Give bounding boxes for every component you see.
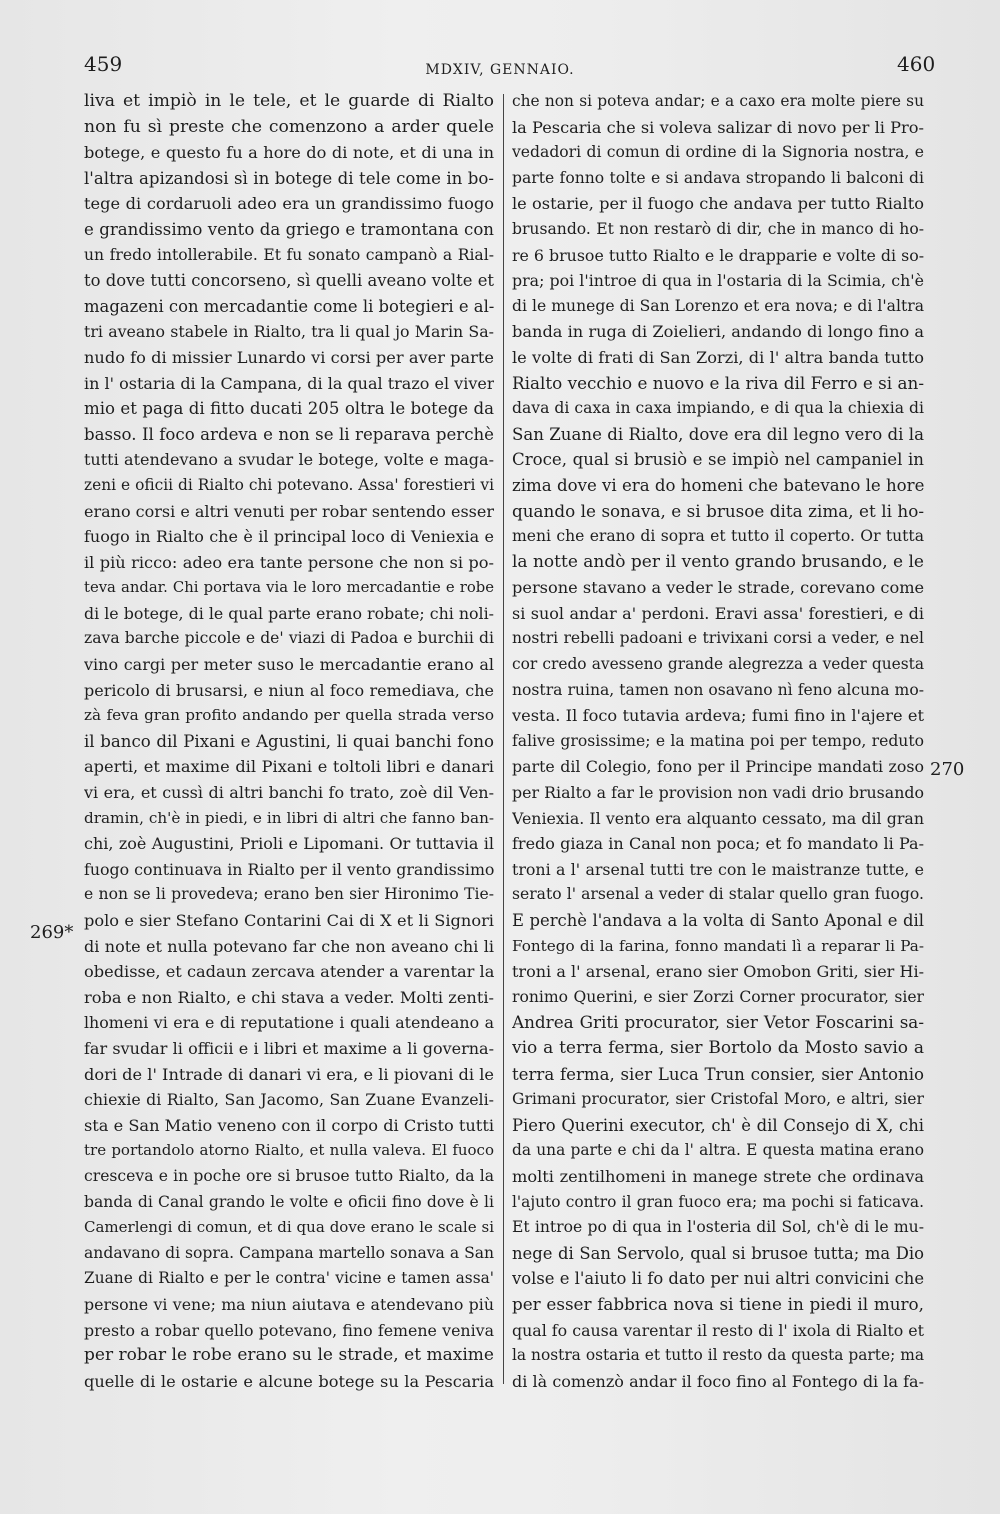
left-column [84,89,494,1394]
text-line: erano corsi e altri venuti per robar sentendo esser [84,501,494,521]
text-line: le ostarie, per il fuogo che andava per tutto Rialto [512,194,924,214]
text-line: terra ferma, sier Luca Trun consier, sier Antonio [512,1064,924,1084]
text-line: Grimani procurator, sier Cristofal Moro, e altri, sier [512,1090,924,1109]
text-line: per Rialto a far le provision non vadi drio brusando [512,783,924,803]
text-line: re 6 brusoe tutto Rialto e le drapparie e volte di so- [512,245,924,265]
running-title: MDXIV, GENNAIO. [425,62,575,78]
text-line: E perchè l'andava a la volta di Santo Aponal e dil [512,911,924,930]
text-line: roba e non Rialto, e chi stava a veder. Molti zenti- [84,987,494,1007]
text-line: ronimo Querini, e sier Zorzi Corner procurator, sier [512,987,924,1006]
text-line: molti zentilhomeni in manege strete che ordinava [512,1166,924,1186]
text-line: la nostra ostaria et tutto il resto da questa parte; ma [512,1346,924,1365]
text-line: Andrea Griti procurator, sier Vetor Foscarini sa- [512,1012,924,1033]
text-line: banda in ruga di Zoielieri, andando di longo fino a [512,322,924,342]
text-line: Croce, qual si brusiò e se impiò nel campaniel in [512,450,924,470]
text-line: Camerlengi di comun, et di qua dove erano le scale si [84,1218,494,1237]
text-line: presto a robar quello potevano, fino femene veniva [84,1320,494,1340]
text-line: le volte di frati di San Zorzi, di l' altra banda tutto [512,347,924,367]
text-line: Piero Querini executor, ch' è dil Consejo di X, chi [512,1115,924,1135]
text-line: zima dove vi era do homeni che batevano le hore [512,475,924,495]
text-line: quelle di le ostarie e alcune botege su la Pescaria [84,1371,494,1391]
text-line: troni a l' arsenal tutti tre con le maistranze tutte, e [512,859,924,879]
text-line: banda di Canal grando le volte e oficii fino dove è li [84,1192,494,1211]
text-line: vio a terra ferma, sier Bortolo da Mosto savio a [512,1037,924,1058]
text-line: un fredo intollerabile. Et fu sonato campanò a Rial- [84,245,494,264]
text-line: nostra ruina, tamen non osavano nì feno alcuna mo- [512,680,924,699]
text-line: persone stavano a veder le strade, corevano come [512,578,924,598]
column-divider [503,94,504,1384]
text-line: vesta. Il foco tutavia ardeva; fumi fino in l'ajere et [512,706,924,726]
text-line: la notte andò per il vento grando brusando, e le [512,551,924,572]
text-line: basso. Il foco ardeva e non se li reparava perchè [84,424,494,444]
text-line: cor credo avesseno grande alegrezza a veder questa [512,655,924,674]
text-line: chiexie di Rialto, San Jacomo, San Zuane Evanzeli- [84,1090,494,1110]
text-line: fuogo continuava in Rialto per il vento grandissimo [84,859,494,879]
text-line: parte dil Colegio, fono per il Principe mandati zoso [512,757,924,777]
text-line: che non si poteva andar; e a caxo era molte piere su [512,92,924,110]
text-line: cresceva e in poche ore si brusoe tutto Rialto, da la [84,1166,494,1185]
text-line: non fu sì preste che comenzono a arder quele [84,116,494,137]
text-line: Zuane di Rialto e per le contra' vicine e tamen assa' [84,1269,494,1288]
text-line: di note et nulla potevano far che non aveano chi li [84,936,494,956]
text-line: tri aveano stabele in Rialto, tra li qual jo Marin Sa- [84,322,494,342]
text-line: il più ricco: adeo era tante persone che non si po- [84,552,494,572]
text-line: vedadori di comun di ordine di la Signoria nostra, e [512,143,924,162]
text-line: vi era, et cussì di altri banchi fo trato, zoè dil Ven- [84,783,494,803]
margin-note-right: 270 [930,759,965,780]
text-line: di le munege di San Lorenzo et era nova; e di l'altra [512,296,924,315]
text-line: dava di caxa in caxa impiando, e di qua la chiexia di [512,399,924,418]
text-line: dramin, ch'è in piedi, e in libri di altri che fanno ban- [84,808,494,827]
text-line: tege di cordaruoli adeo era un grandissimo fuogo [84,194,494,214]
text-line: botege, e questo fu a hore do di note, et di una in [84,143,494,163]
text-line: qual fo causa varentar il resto di l' ixola di Rialto et [512,1320,924,1340]
text-line: quando le sonava, e si brusoe dita zima, et li ho- [512,500,924,521]
text-line: l'altra apizandosi sì in botege di tele come in bo- [84,168,494,188]
text-line: tre portandolo atorno Rialto, et nulla valeva. El fuoco [84,1141,494,1160]
text-line: vino cargi per meter suso le mercadantie erano al [84,655,494,675]
text-line: per robar le robe erano su le strade, et maxime [84,1345,494,1366]
text-line: mio et paga di fitto ducati 205 oltra le botege da [84,399,494,419]
text-line: nudo fo di missier Lunardo vi corsi per aver parte [84,347,494,367]
text-line: teva andar. Chi portava via le loro mercadantie e robe [84,579,494,597]
text-line: obedisse, et cadaun zercava atender a varentar la [84,962,494,982]
text-line: andavano di sopra. Campana martello sonava a San [84,1243,494,1262]
text-line: Rialto vecchio e nuovo e la riva dil Ferro e si an- [512,372,924,393]
text-line: sta e San Matio veneno con il corpo di Cristo tutti [84,1115,494,1135]
text-line: l'ajuto contro il gran fuoco era; ma pochi si faticava. [512,1192,924,1211]
text-line: brusando. Et non restarò di dir, che in manco di ho- [512,219,924,238]
text-line: fredo giaza in Canal non poca; et fo mandato li Pa- [512,834,924,854]
text-line: chi, zoè Augustini, Prioli e Lipomani. Or tuttavia il [84,834,494,854]
text-line: per esser fabbrica nova si tiene in piedi il muro, [512,1293,924,1314]
page-number-left: 459 [84,52,123,76]
text-line: dori de l' Intrade di danari vi era, e li piovani di le [84,1064,494,1084]
text-line: liva et impiò in le tele, et le guarde di Rialto [84,91,494,111]
text-line: Fontego di la farina, fonno mandati lì a reparar li Pa- [512,936,924,955]
text-line: meni che erano di sopra et tutto il coperto. Or tutta [512,527,924,546]
page-number-right: 460 [897,52,936,76]
text-line: da una parte e chi da l' altra. E questa matina erano [512,1141,924,1160]
text-line: pericolo di brusarsi, e niun al foco remediava, che [84,680,494,700]
right-column [512,89,924,1394]
text-line: e non se li provedeva; erano ben sier Hironimo Tie- [84,885,494,904]
text-line: zeni e oficii di Rialto chi potevano. Assa' forestieri vi [84,475,494,494]
text-line: San Zuane di Rialto, dove era dil legno vero di la [512,424,924,444]
margin-note-left: 269* [30,922,74,943]
text-line: fuogo in Rialto che è il principal loco di Veniexia e [84,527,494,547]
text-line: di là comenzò andar il foco fino al Fontego di la fa- [512,1371,924,1391]
text-line: to dove tutti concorseno, sì quelli aveano volte et [84,271,494,291]
text-line: polo e sier Stefano Contarini Cai di X et li Signori [84,911,494,930]
text-line: di le botege, di le qual parte erano robate; chi noli- [84,603,494,623]
text-line: si suol andar a' perdoni. Eravi assa' forestieri, e di [512,603,924,623]
text-line: pra; poi l'introe di qua in l'ostaria di la Scimia, ch'è [512,271,924,291]
text-line: magazeni con mercadantie come li botegieri e al- [84,296,494,316]
text-line: volse e l'aiuto li fo dato per nui altri convicini che [512,1269,924,1289]
text-line: serato l' arsenal a veder di stalar quello gran fuogo. [512,885,924,904]
text-line: e grandissimo vento da griego e tramontana con [84,219,494,239]
text-line: troni a l' arsenal, erano sier Omobon Griti, sier Hi- [512,962,924,982]
text-line: in l' ostaria di la Campana, di la qual trazo el viver [84,373,494,393]
text-line: il banco dil Pixani e Agustini, li quai banchi fono [84,731,494,751]
text-line: zà feva gran profito andando per quella strada verso [84,706,494,725]
text-line: aperti, et maxime dil Pixani e toltoli libri e danari [84,757,494,777]
text-line: falive grosissime; e la matina poi per tempo, reduto [512,731,924,750]
text-line: Et introe po di qua in l'osteria dil Sol, ch'è di le mu- [512,1218,924,1237]
text-line: nostri rebelli padoani e trivixani corsi a veder, e nel [512,629,924,648]
text-line: nege di San Servolo, qual si brusoe tutta; ma Dio [512,1243,924,1263]
text-line: Veniexia. Il vento era alquanto cessato, ma dil gran [512,808,924,828]
text-line: far svudar li officii e i libri et maxime a li governa- [84,1038,494,1058]
text-line: tutti atendevano a svudar le botege, volte e maga- [84,450,494,470]
text-line: parte fonno tolte e si andava stropando li balconi di [512,168,924,187]
text-line: la Pescaria che si voleva salizar di novo per li Pro- [512,117,924,137]
text-line: persone vi vene; ma niun aiutava e atendevano più [84,1294,494,1314]
text-line: zava barche piccole e de' viazi di Padoa e burchii di [84,629,494,648]
text-line: lhomeni vi era e di reputatione i quali atendeano a [84,1013,494,1033]
